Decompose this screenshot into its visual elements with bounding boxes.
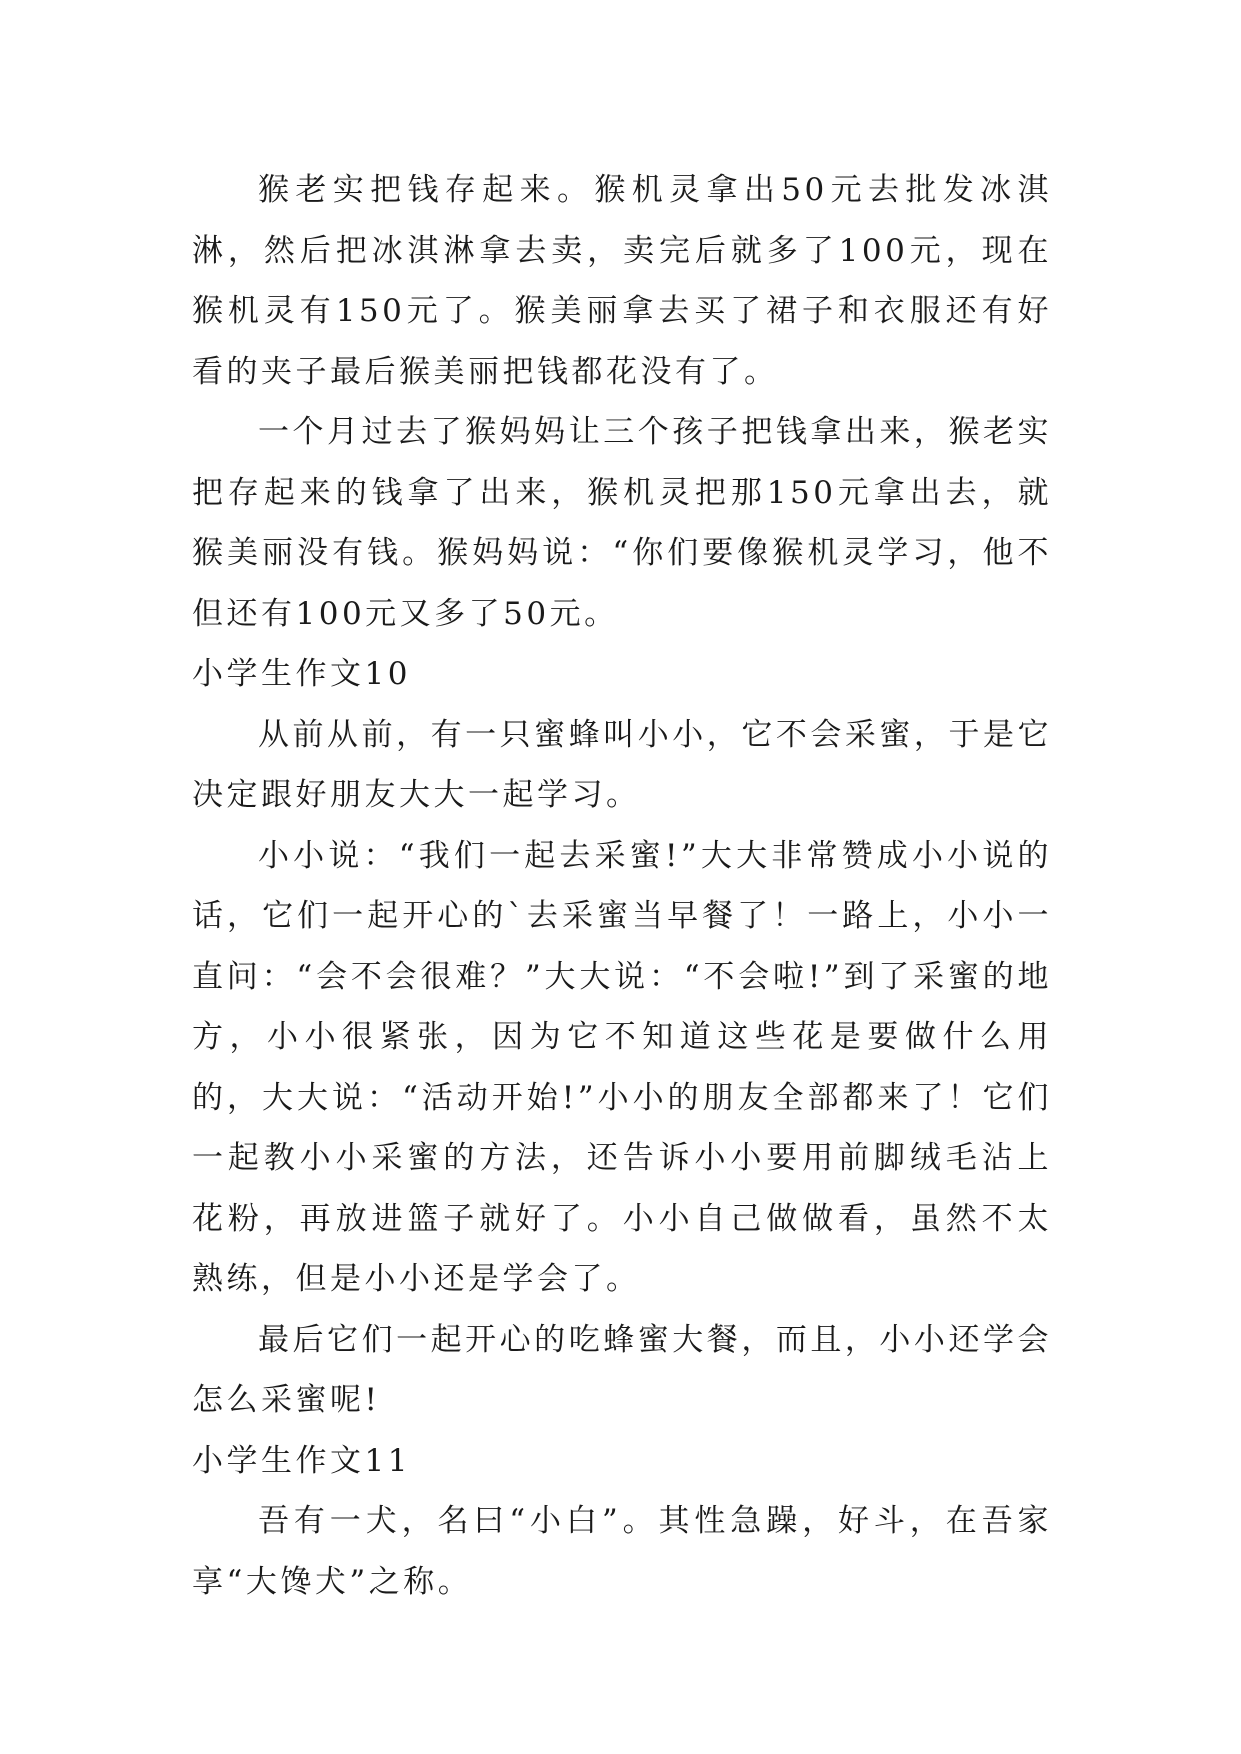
paragraph: 从前从前，有一只蜜蜂叫小小，它不会采蜜，于是它决定跟好朋友大大一起学习。 — [192, 716, 1052, 813]
paragraph: 吾有一犬，名曰“小白”。其性急躁，好斗，在吾家享“大馋犬”之称。 — [192, 1503, 1052, 1600]
section-heading: 小学生作文10 — [192, 656, 411, 692]
paragraph: 一个月过去了猴妈妈让三个孩子把钱拿出来，猴老实把存起来的钱拿了出来，猴机灵把那150元拿出去，就猴美丽没有钱。猴妈妈说：“你们要像猴机灵学习，他不但还有100元又多了50元。 — [192, 414, 1052, 632]
document-page — [192, 160, 1052, 1612]
paragraph: 猴老实把钱存起来。猴机灵拿出50元去批发冰淇淋，然后把冰淇淋拿去卖，卖完后就多了100元，现在猴机灵有150元了。猴美丽拿去买了裙子和衣服还有好看的夹子最后猴美丽把钱都花没有了。 — [192, 172, 1052, 390]
paragraph: 最后它们一起开心的吃蜂蜜大餐，而且，小小还学会怎么采蜜呢! — [192, 1321, 1052, 1418]
section-heading: 小学生作文11 — [192, 1442, 411, 1479]
paragraph: 小小说：“我们一起去采蜜!”大大非常赞成小小说的话，它们一起开心的`去采蜜当早餐了！一路上，小小一直问：“会不会很难？”大大说：“不会啦!”到了采蜜的地方，小小很紧张，因为它不知道这些花是要做什么用的，大大说：“活动开始!”小小的朋友全部都来了！它们一起教小小采蜜的方法，还告诉小小要用前脚绒毛沾上花粉，再放进篮子就好了。小小自己做做看，虽然不太熟练，但是小小还是学会了。 — [192, 837, 1052, 1297]
